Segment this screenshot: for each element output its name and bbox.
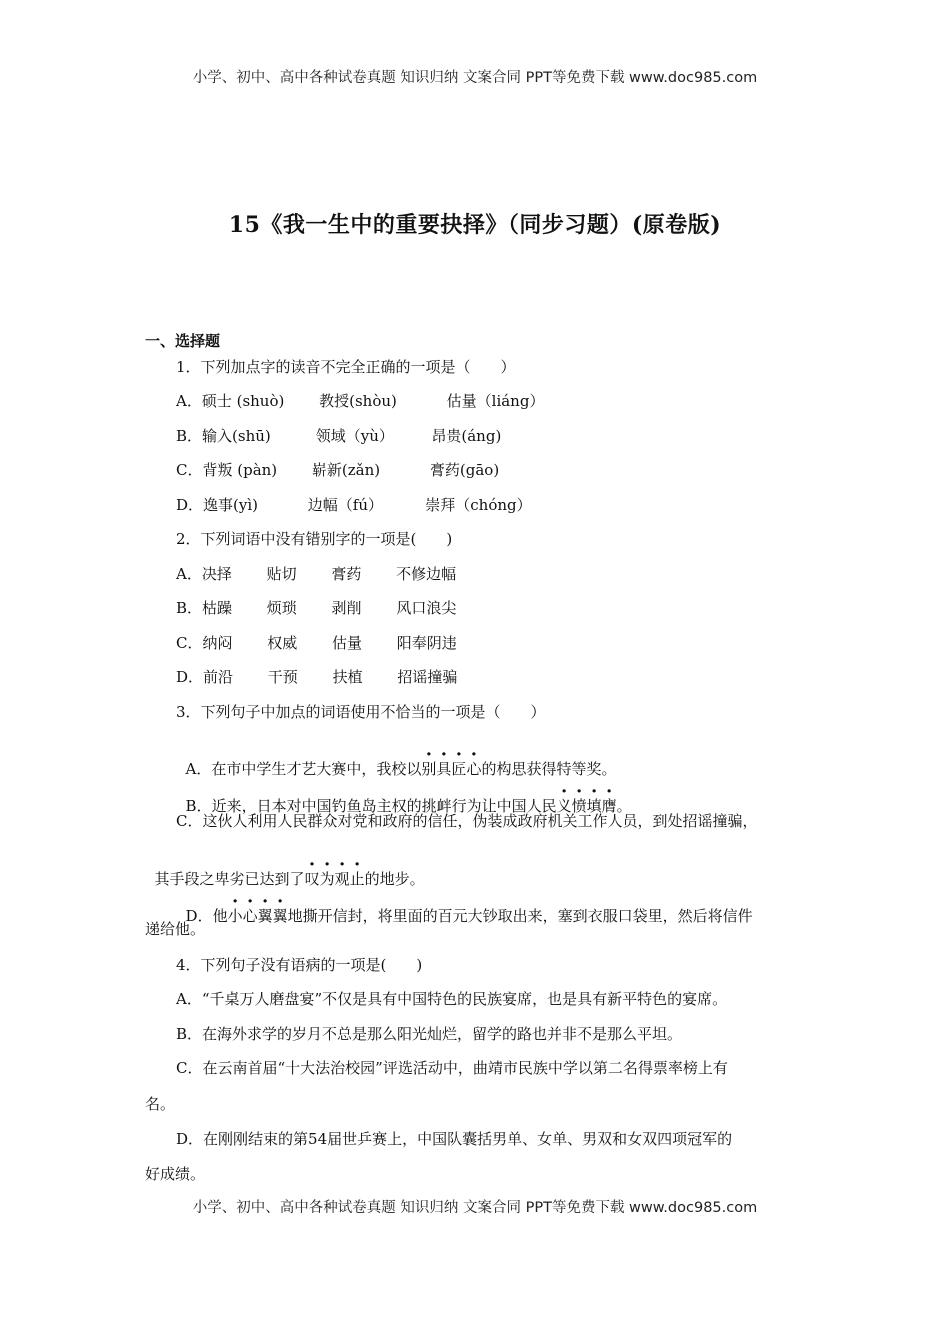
- q3-d-pre: D．他: [185, 907, 228, 925]
- q4-option-d-line2: 好成绩。: [145, 1165, 206, 1183]
- q3-a-post: 的构思获得特等奖。: [481, 760, 617, 778]
- emphasis-char: 翼: [272, 907, 288, 925]
- q3-c-pre: 其手段之卑劣已达到了: [154, 870, 305, 888]
- q4-option-d-line1: D．在刚刚结束的第54届世乒赛上，中国队囊括男单、女单、男双和女双四项冠军的: [176, 1130, 733, 1148]
- section-heading: 一、选择题: [145, 332, 221, 350]
- q2-option-a: A．决择 贴切 膏药 不修边幅: [176, 565, 457, 583]
- emphasis-char: 别: [421, 760, 437, 778]
- q3-b-post: 。: [616, 797, 632, 815]
- emphasis-char: 翼: [257, 907, 273, 925]
- q4-option-c-line2: 名。: [145, 1095, 176, 1113]
- emphasis-char: 叹: [304, 870, 320, 888]
- q4-option-b: B．在海外求学的岁月不总是那么阳光灿烂，留学的路也并非不是那么平坦。: [176, 1025, 683, 1043]
- q1-stem: 1．下列加点字的读音不完全正确的一项是（ ）: [176, 358, 516, 376]
- q1-option-d: D．逸事(yì) 边幅（fú） 崇拜（chóng）: [176, 496, 532, 514]
- q1-option-a: A．硕士 (shuò) 教授(shòu) 估量（liáng）: [176, 392, 545, 410]
- q3-b-pre: B．近来，日本对中国钓鱼岛主权的挑衅行为让中国人民: [185, 797, 557, 815]
- emphasis-char: 具: [436, 760, 452, 778]
- q2-option-d: D．前沿 干预 扶植 招谣撞骗: [176, 668, 458, 686]
- q3-option-c-line1: C．这伙人利用人民群众对党和政府的信任，伪装成政府机关工作人员，到处招谣撞骗，: [176, 812, 758, 830]
- q3-c-post: 的地步。: [364, 870, 425, 888]
- emphasis-char: 止: [349, 870, 365, 888]
- emphasis-char: 匠: [451, 760, 467, 778]
- emphasis-char: 心: [466, 760, 482, 778]
- q4-stem: 4．下列句子没有语病的一项是( ): [176, 956, 423, 974]
- emphasis-char: 小: [227, 907, 243, 925]
- emphasis-char: 填: [586, 797, 602, 815]
- page-footer: 小学、初中、高中各种试卷真题 知识归纳 文案合同 PPT等免费下载 www.doc985.com: [192, 1200, 758, 1216]
- emphasis-char: 观: [334, 870, 350, 888]
- page-header: 小学、初中、高中各种试卷真题 知识归纳 文案合同 PPT等免费下载 www.doc985.com: [192, 70, 758, 86]
- q1-option-c: C．背叛 (pàn) 崭新(zǎn) 膏药(gāo): [176, 461, 500, 479]
- emphasis-char: 义: [556, 797, 572, 815]
- document-title: 15《我一生中的重要抉择》（同步习题）(原卷版): [228, 212, 722, 238]
- q2-stem: 2．下列词语中没有错别字的一项是( ): [176, 530, 453, 548]
- q3-d-dotted-word: [228, 907, 288, 925]
- q3-stem: 3．下列句子中加点的词语使用不恰当的一项是（ ）: [176, 703, 546, 721]
- emphasis-char: 膺: [601, 797, 617, 815]
- emphasis-char: 愤: [571, 797, 587, 815]
- q4-option-a: A．“千桌万人磨盘宴”不仅是具有中国特色的民族宴席，也是具有新平特色的宴席。: [176, 990, 728, 1008]
- q3-option-d-line2: 递给他。: [145, 920, 206, 938]
- q2-option-c: C．纳闷 权威 估量 阳奉阴违: [176, 634, 457, 652]
- q3-d-post: 地撕开信封，将里面的百元大钞取出来，塞到衣服口袋里，然后将信件: [287, 907, 753, 925]
- emphasis-char: 为: [319, 870, 335, 888]
- q2-option-b: B．枯躁 烦琐 剥削 风口浪尖: [176, 599, 457, 617]
- q4-option-c-line1: C．在云南首届“十大法治校园”评选活动中，曲靖市民族中学以第二名得票率榜上有: [176, 1059, 728, 1077]
- q3-option-d-line1: [176, 883, 753, 927]
- emphasis-char: 心: [242, 907, 258, 925]
- q1-option-b: B．输入(shū) 领域（yù） 昂贵(áng): [176, 427, 502, 445]
- q3-a-pre: A．在市中学生才艺大赛中，我校以: [185, 760, 422, 778]
